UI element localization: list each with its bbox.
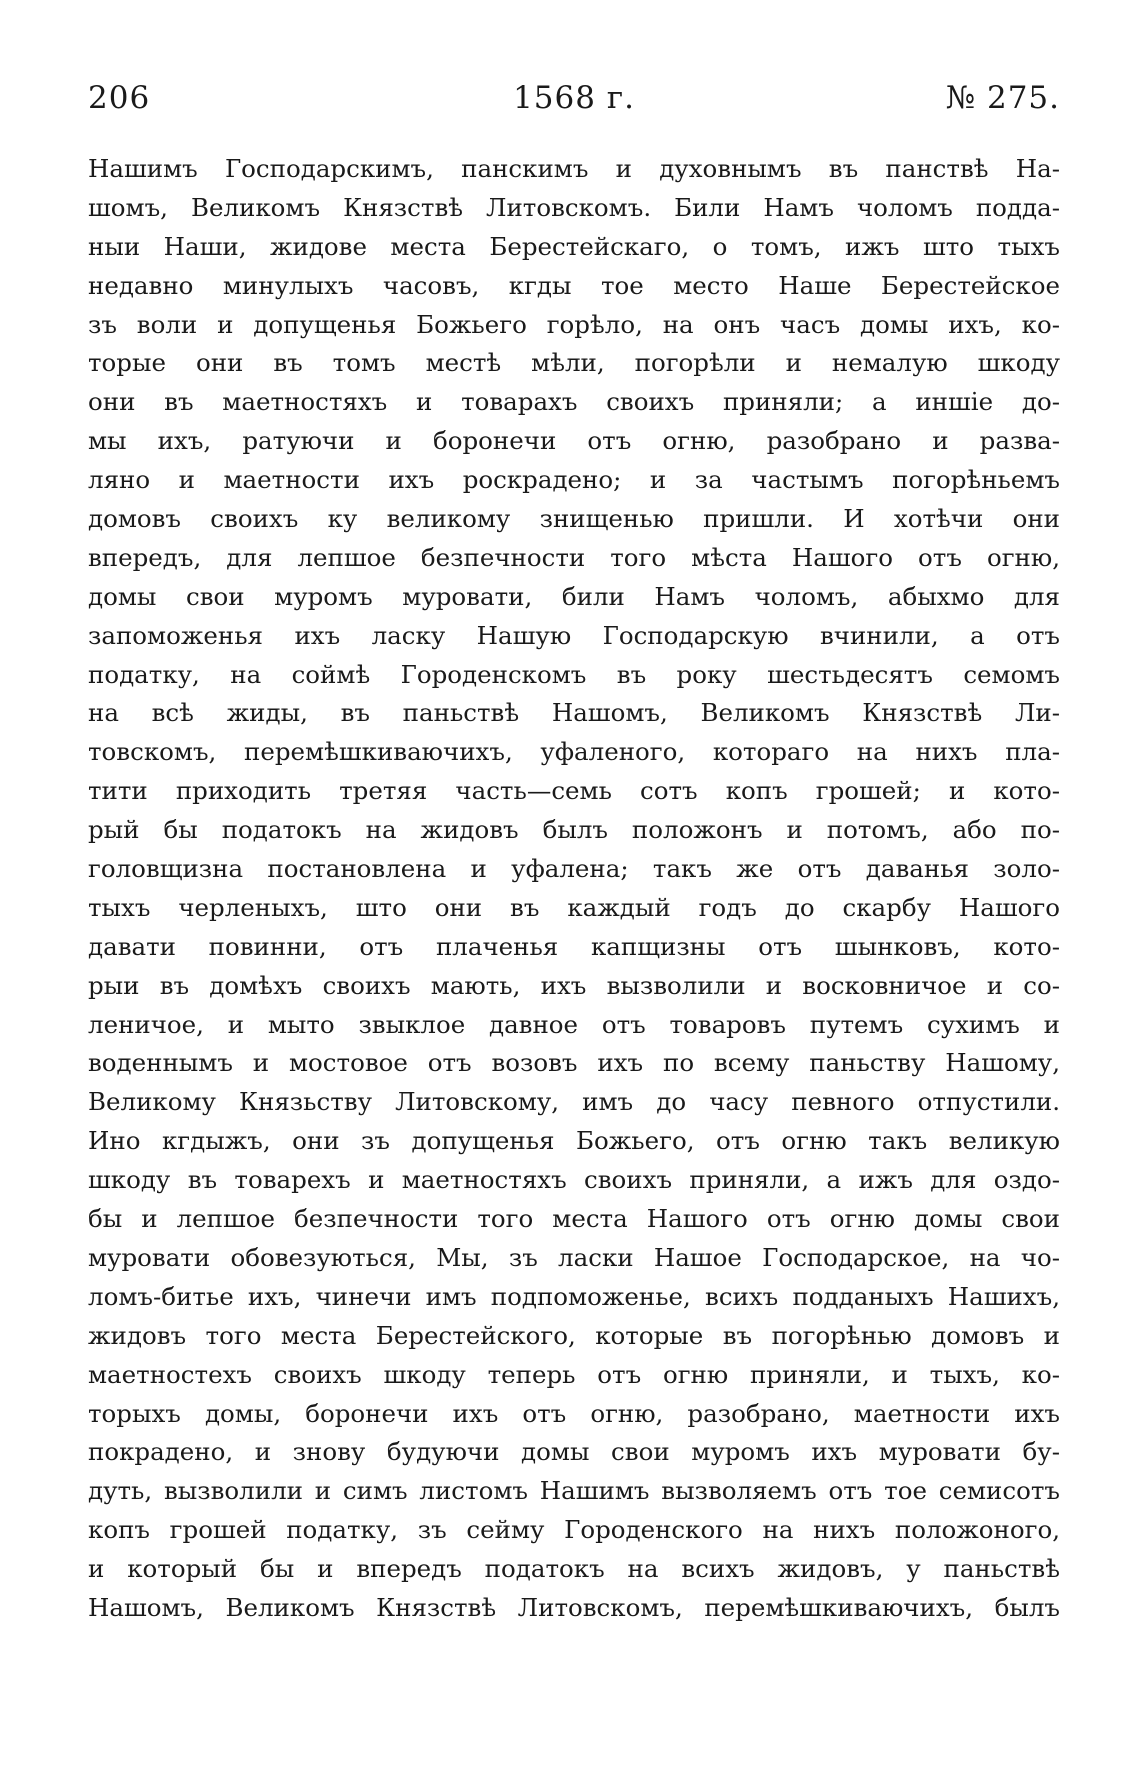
text-line: на всѣ жиды, въ паньствѣ Нашомъ, Великомъ Князствѣ Ли- xyxy=(88,698,1060,728)
text-line: ломъ-битье ихъ, чинечи имъ подпоможенье, всихъ подданыхъ Нашихъ, xyxy=(88,1281,1060,1311)
text-line: домовъ своихъ ку великому знищенью пришли. И хотѣчи они xyxy=(88,504,1060,534)
text-line: и который бы и впередъ податокъ на всихъ жидовъ, у паньствѣ xyxy=(88,1554,1060,1584)
text-line: торыхъ домы, боронечи ихъ отъ огню, разобрано, маетности ихъ xyxy=(88,1398,1060,1428)
page-number: 206 xyxy=(88,80,151,116)
text-line: домы свои муромъ муровати, били Намъ чоломъ, абыхмо для xyxy=(88,581,1060,611)
text-line: маетностехъ своихъ шкоду теперь отъ огню приняли, и тыхъ, ко- xyxy=(88,1359,1060,1389)
text-line: товскомъ, перемѣшкиваючихъ, уфаленого, котораго на нихъ пла- xyxy=(88,737,1060,767)
text-line: они въ маетностяхъ и товарахъ своихъ приняли; а иншіе до- xyxy=(88,387,1060,417)
text-line: торые они въ томъ местѣ мѣли, погорѣли и немалую шкоду xyxy=(88,348,1060,378)
text-line: воденнымъ и мостовое отъ возовъ ихъ по всему паньству Нашому, xyxy=(88,1048,1060,1078)
text-line: запоможенья ихъ ласку Нашую Господарскую вчинили, а отъ xyxy=(88,620,1060,650)
text-line: давати повинни, отъ плаченья капщизны отъ шынковъ, кото- xyxy=(88,931,1060,961)
text-line: зъ воли и допущенья Божьего горѣло, на онъ часъ домы ихъ, ко- xyxy=(88,309,1060,339)
text-line: Нашомъ, Великомъ Князствѣ Литовскомъ, перемѣшкиваючихъ, былъ xyxy=(88,1592,1060,1622)
text-line: бы и лепшое безпечности того места Нашого отъ огню домы свои xyxy=(88,1204,1060,1234)
text-line: головщизна постановлена и уфалена; такъ же отъ даванья золо- xyxy=(88,854,1060,884)
text-line: шомъ, Великомъ Князствѣ Литовскомъ. Били Намъ чоломъ подда- xyxy=(88,192,1060,222)
text-line: рыи въ домѣхъ своихъ мають, ихъ вызволили и восковничое и со- xyxy=(88,970,1060,1000)
text-line: дуть, вызволили и симъ листомъ Нашимъ вызволяемъ отъ тое семисотъ xyxy=(88,1476,1060,1506)
text-line: тыхъ черленыхъ, што они въ каждый годъ до скарбу Нашого xyxy=(88,892,1060,922)
text-line: Ино кгдыжъ, они зъ допущенья Божьего, отъ огню такъ великую xyxy=(88,1126,1060,1156)
text-line: шкоду въ товарехъ и маетностяхъ своихъ приняли, а ижъ для оздо- xyxy=(88,1165,1060,1195)
text-line: ляно и маетности ихъ роскрадено; и за частымъ погорѣньемъ xyxy=(88,465,1060,495)
page-header xyxy=(88,80,1060,126)
text-line: тити приходить третяя часть—семь сотъ копъ грошей; и кото- xyxy=(88,776,1060,806)
body-text xyxy=(88,150,1060,1628)
text-line: Нашимъ Господарскимъ, панскимъ и духовнымъ въ панствѣ На- xyxy=(88,154,1060,183)
text-line: впередъ, для лепшое безпечности того мѣста Нашого отъ огню, xyxy=(88,542,1060,572)
text-line: муровати обовезуються, Мы, зъ ласки Нашое Господарское, на чо- xyxy=(88,1242,1060,1272)
text-line: Великому Князьству Литовскому, имъ до часу певного отпустили. xyxy=(88,1087,1060,1117)
text-line: жидовъ того места Берестейского, которые въ погорѣнью домовъ и xyxy=(88,1320,1060,1350)
text-line: покрадено, и знову будуючи домы свои муромъ ихъ муровати бу- xyxy=(88,1437,1060,1467)
text-line: ныи Наши, жидове места Берестейскаго, о томъ, ижъ што тыхъ xyxy=(88,231,1060,261)
text-line: недавно минулыхъ часовъ, кгды тое место Наше Берестейское xyxy=(88,270,1060,300)
document-number: № 275. xyxy=(945,80,1060,116)
document-year: 1568 г. xyxy=(513,80,635,116)
text-line: копъ грошей податку, зъ сейму Городенского на нихъ положоного, xyxy=(88,1515,1060,1545)
text-line: податку, на соймѣ Городенскомъ въ року шестьдесятъ семомъ xyxy=(88,659,1060,689)
text-line: рый бы податокъ на жидовъ былъ положонъ и потомъ, або по- xyxy=(88,815,1060,845)
text-line: леничое, и мыто звыклое давное отъ товаровъ путемъ сухимъ и xyxy=(88,1009,1060,1039)
text-line: мы ихъ, ратуючи и боронечи отъ огню, разобрано и разва- xyxy=(88,426,1060,456)
